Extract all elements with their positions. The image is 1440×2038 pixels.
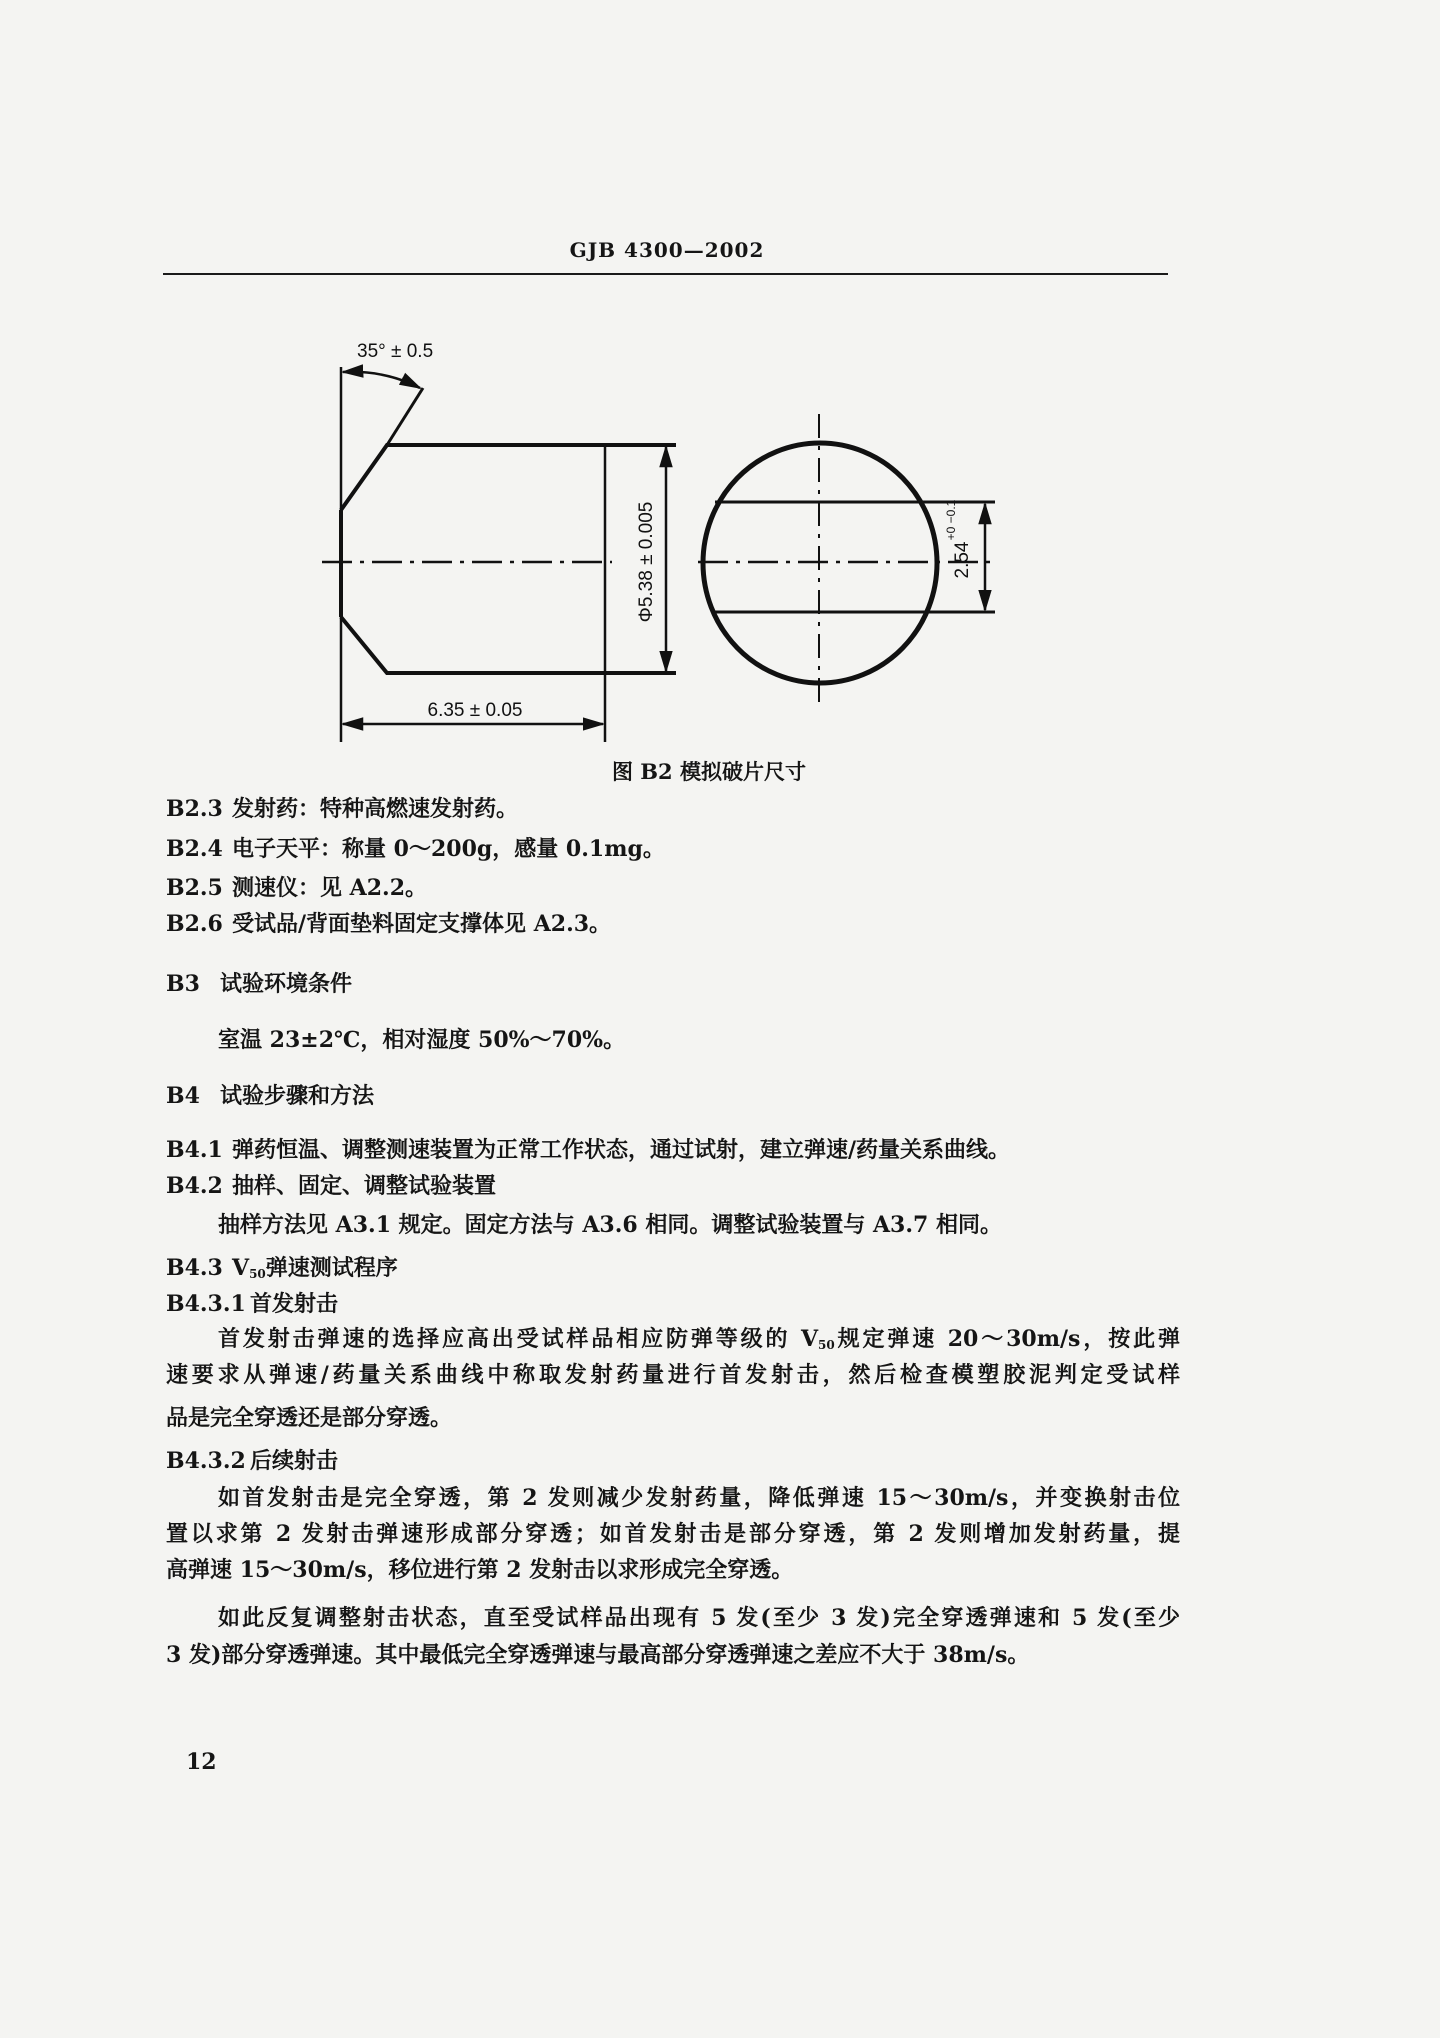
item-b2-3: B2.3 发射药：特种高燃速发射药。 [166,796,519,822]
b4-3-2-p1-line-1: 如首发射击是完全穿透，第 2 发则减少发射药量，降低弹速 15～30m/s，并变换射击位 [218,1485,1180,1511]
figure-caption: 图 B2 模拟破片尺寸 [612,759,806,784]
flat-tolerance: +0 −0.1 [944,499,958,541]
b4-3-2-p1-line-2: 置以求第 2 发射击弹速形成部分穿透；如首发射击是部分穿透，第 2 发则增加发射药量，提 [166,1521,1180,1547]
item-b4-2: B4.2 抽样、固定、调整试验装置 [166,1173,497,1199]
b4-2-text: 抽样方法见 A3.1 规定。固定方法与 A3.6 相同。调整试验装置与 A3.7 相同。 [218,1212,1002,1238]
bottom-chamfer [341,617,676,673]
b4-3-2-p1-line-3: 高弹速 15～30m/s，移位进行第 2 发射击以求形成完全穿透。 [166,1557,794,1583]
b4-3-1-line-3: 品是完全穿透还是部分穿透。 [166,1405,453,1431]
item-b2-6: B2.6 受试品/背面垫料固定支撑体见 A2.3。 [166,911,612,937]
top-chamfer [341,445,676,510]
angle-label: 35° ± 0.5 [357,341,434,362]
page-number: 12 [186,1749,217,1775]
item-b4-3-1: B4.3.1 首发射击 [166,1291,339,1317]
length-label: 6.35 ± 0.05 [427,700,523,721]
item-b2-4: B2.4 电子天平：称量 0～200g，感量 0.1mg。 [166,836,665,862]
flat-label: 2.54 [952,541,973,579]
b3-text: 室温 23±2℃，相对湿度 50%～70%。 [218,1027,626,1053]
b4-3-2-p2-line-2: 3 发)部分穿透弹速。其中最低完全穿透弹速与最高部分穿透弹速之差应不大于 38m/s。 [166,1642,1030,1668]
chamfer-extension [387,388,423,445]
fragment-dimension-drawing [0,0,1440,800]
angle-arc [343,372,420,388]
b4-3-2-p2-line-1: 如此反复调整射击状态，直至受试样品出现有 5 发(至少 3 发)完全穿透弹速和 5 发(至少 [218,1605,1180,1631]
section-b4-heading: B4 试验步骤和方法 [166,1083,375,1109]
section-b3-heading: B3 试验环境条件 [166,971,353,997]
standard-code-header: GJB 4300—2002 [569,238,765,262]
b4-3-1-line-1: 首发射击弹速的选择应高出受试样品相应防弹等级的 $V_{50}$规定弹速 20～30m/s，按此弹 [218,1326,1180,1352]
b4-3-1-line-2: 速要求从弹速/药量关系曲线中称取发射药量进行首发射击，然后检查模塑胶泥判定受试样 [166,1362,1180,1388]
item-b4-3-2: B4.3.2 后续射击 [166,1448,339,1474]
item-b4-3: B4.3 $V_{50}$弹速测试程序 [166,1255,398,1281]
item-b2-5: B2.5 测速仪：见 A2.2。 [166,875,428,901]
diameter-label: Φ5.38 ± 0.005 [636,501,657,623]
item-b4-1: B4.1 弹药恒温、调整测速装置为正常工作状态，通过试射，建立弹速/药量关系曲线。 [166,1137,1011,1163]
